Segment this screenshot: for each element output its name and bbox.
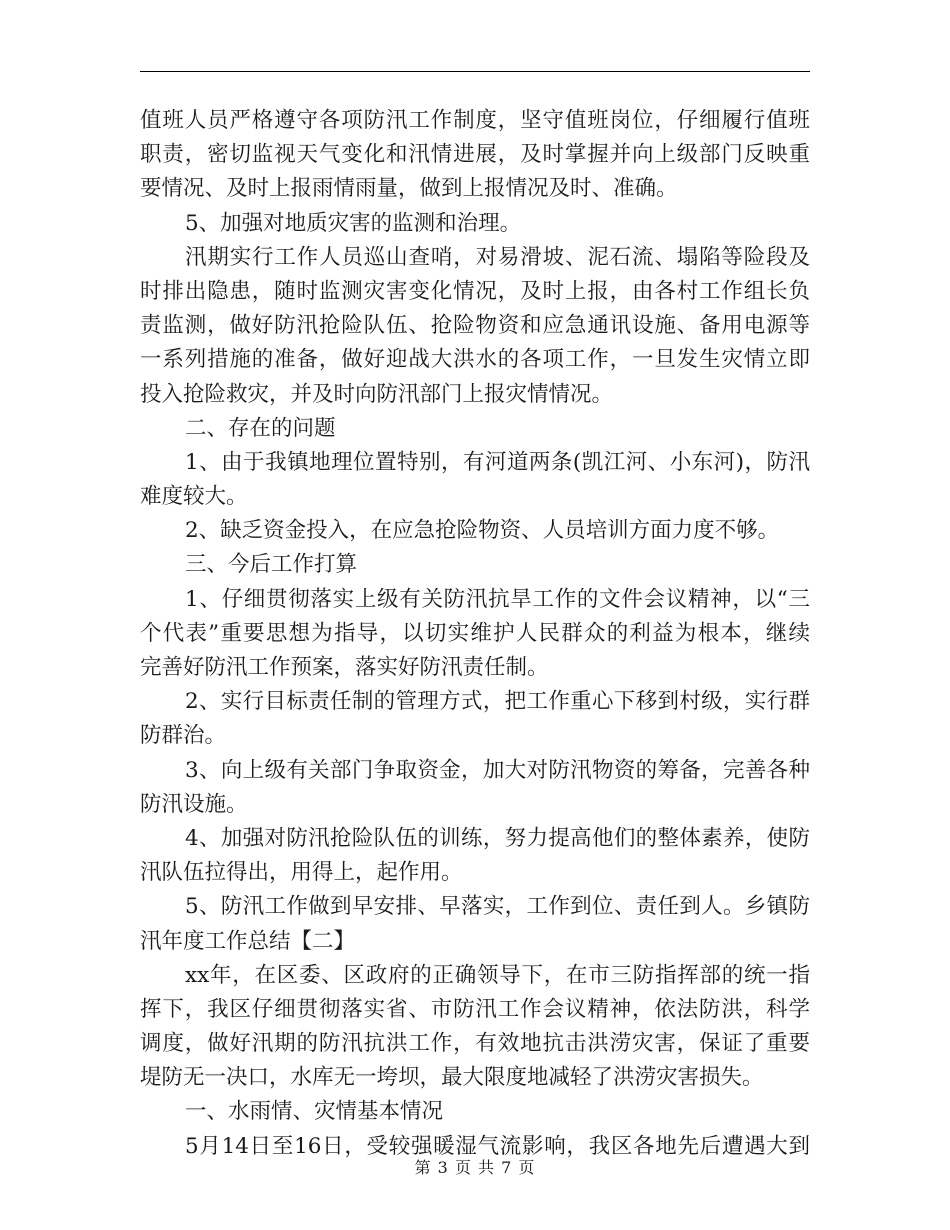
text-line: xx年，在区委、区政府的正确领导下，在市三防指挥部的统一指	[185, 962, 810, 988]
text-line: 汛年度工作总结【二】	[140, 928, 356, 954]
header-rule	[140, 71, 810, 72]
text-line: 二、存在的问题	[185, 415, 336, 441]
text-line: 2、缺乏资金投入，在应急抢险物资、人员培训方面力度不够。	[185, 518, 780, 544]
text-line: 调度，做好汛期的防汛抗洪工作，有效地抗击洪涝灾害，保证了重要	[140, 1031, 810, 1057]
text-line: 难度较大。	[140, 484, 248, 510]
text-line: 5、防汛工作做到早安排、早落实，工作到位、责任到人。乡镇防	[185, 894, 810, 920]
text-line: 汛队伍拉得出，用得上，起作用。	[140, 860, 463, 886]
text-line: 时排出隐患，随时监测灾害变化情况，及时上报，由各村工作组长负	[140, 278, 810, 304]
text-line: 2、实行目标责任制的管理方式，把工作重心下移到村级，实行群	[185, 689, 810, 715]
page-footer: 第 3 页 共 7 页	[414, 1158, 536, 1177]
text-line: 1、由于我镇地理位置特别，有河道两条(凯江河、小东河)，防汛	[185, 449, 810, 475]
document-body	[140, 104, 810, 1164]
text-line: 三、今后工作打算	[185, 552, 358, 578]
text-line: 3、向上级有关部门争取资金，加大对防汛物资的筹备，完善各种	[185, 757, 810, 783]
text-line: 值班人员严格遵守各项防汛工作制度，坚守值班岗位，仔细履行值班	[140, 108, 810, 133]
text-line: 堤防无一决口，水库无一垮坝，最大限度地减轻了洪涝灾害损失。	[140, 1065, 764, 1091]
text-line: 要情况、及时上报雨情雨量，做到上报情况及时、准确。	[140, 176, 678, 202]
text-line: 防汛设施。	[140, 791, 248, 817]
text-line: 投入抢险救灾，并及时向防汛部门上报灾情情况。	[140, 381, 614, 407]
text-line: 防群治。	[140, 723, 227, 749]
text-line: 个代表”重要思想为指导，以切实维护人民群众的利益为根本，继续	[140, 620, 810, 646]
text-line: 挥下，我区仔细贯彻落实省、市防汛工作会议精神，依法防洪，科学	[140, 996, 810, 1022]
text-line: 1、仔细贯彻落实上级有关防汛抗旱工作的文件会议精神，以“三	[185, 586, 810, 612]
text-line: 一系列措施的准备，做好迎战大洪水的各项工作，一旦发生灾情立即	[140, 347, 810, 373]
text-line: 完善好防汛工作预案，落实好防汛责任制。	[140, 655, 549, 680]
text-line: 5、加强对地质灾害的监测和治理。	[185, 210, 522, 236]
text-line: 职责，密切监视天气变化和汛情进展，及时掌握并向上级部门反映重	[140, 142, 810, 168]
text-line: 责监测，做好防汛抢险队伍、抢险物资和应急通讯设施、备用电源等	[140, 313, 810, 339]
text-line: 汛期实行工作人员巡山查哨，对易滑坡、泥石流、塌陷等险段及	[185, 244, 810, 270]
text-line: 一、水雨情、灾情基本情况	[185, 1099, 444, 1125]
text-line: 5月14日至16日，受较强暖湿气流影响，我区各地先后遭遇大到	[185, 1133, 810, 1159]
text-line: 4、加强对防汛抢险队伍的训练，努力提高他们的整体素养，使防	[185, 825, 810, 851]
